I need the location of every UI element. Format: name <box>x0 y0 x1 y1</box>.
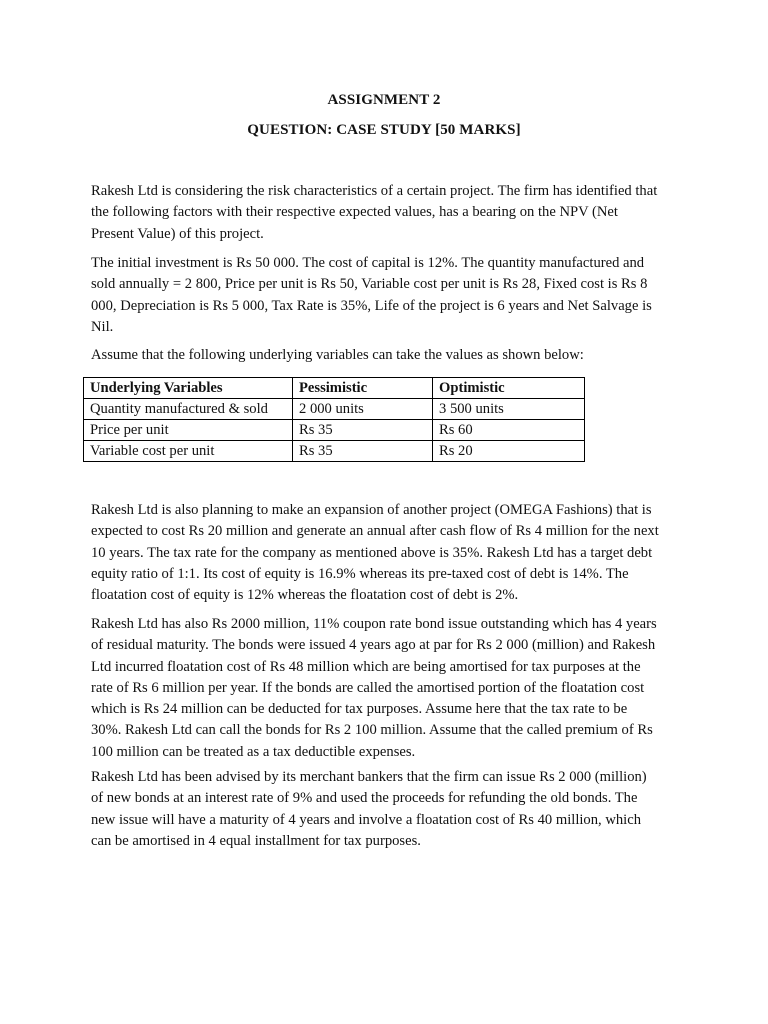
paragraph-bond-issue <box>91 614 683 763</box>
table-row <box>84 399 585 420</box>
table-header-cell: Pessimistic <box>293 378 433 399</box>
table-header-cell: Optimistic <box>433 378 585 399</box>
table-row <box>84 441 585 462</box>
table-cell: 3 500 units <box>433 399 585 420</box>
text-line: floatation cost of equity is 12% whereas the floatation cost of debt is 2%. <box>91 587 519 604</box>
text-line: new issue will have a maturity of 4 years and involve a floatation cost of Rs 40 million, which <box>91 811 641 828</box>
table-cell: Rs 20 <box>433 441 585 462</box>
text-line: the following factors with their respective expected values, has a bearing on the NPV (Net <box>91 204 618 221</box>
text-line: sold annually = 2 800, Price per unit is Rs 50, Variable cost per unit is Rs 28, Fixed cost is Rs 8 <box>91 276 648 293</box>
text-line: expected to cost Rs 20 million and generate an annual after cash flow of Rs 4 million for the next <box>91 523 659 540</box>
text-line: Nil. <box>91 318 114 335</box>
text-line: Rakesh Ltd has also Rs 2000 million, 11% coupon rate bond issue outstanding which has 4 years <box>91 616 657 632</box>
text-line: Rakesh Ltd is also planning to make an expansion of another project (OMEGA Fashions) that is <box>91 502 652 518</box>
text-line: The initial investment is Rs 50 000. The cost of capital is 12%. The quantity manufactured and <box>91 255 645 271</box>
text-line: Present Value) of this project. <box>91 225 264 242</box>
text-line: 000, Depreciation is Rs 5 000, Tax Rate is 35%, Life of the project is 6 years and Net Salvage is <box>91 297 652 314</box>
paragraph-initial-investment <box>91 253 683 338</box>
table-cell: Price per unit <box>84 420 293 441</box>
assignment-title: ASSIGNMENT 2 <box>327 92 441 108</box>
table-cell: Rs 60 <box>433 420 585 441</box>
table-row <box>84 420 585 441</box>
text-line: Rakesh Ltd has been advised by its merchant bankers that the firm can issue Rs 2 000 (million) <box>91 769 647 785</box>
paragraph-assume <box>91 345 683 366</box>
question-title: QUESTION: CASE STUDY [50 MARKS] <box>247 122 521 138</box>
text-line: 30%. Rakesh Ltd can call the bonds for Rs 2 100 million. Assume that the called premium of Rs <box>91 722 653 739</box>
text-line: of residual maturity. The bonds were issued 4 years ago at par for Rs 2 000 (million) and Rakesh <box>91 637 656 654</box>
text-line: which is Rs 24 million can be deducted for tax purposes. Assume here that the tax rate to be <box>91 701 628 718</box>
text-line: Rakesh Ltd is considering the risk characteristics of a certain project. The firm has identified that <box>91 183 658 199</box>
table-header-cell: Underlying Variables <box>84 378 293 399</box>
table-cell: Rs 35 <box>293 441 433 462</box>
table-header-row <box>84 378 585 399</box>
text-line: of new bonds at an interest rate of 9% and used the proceeds for refunding the old bonds. The <box>91 790 638 807</box>
text-line: Ltd incurred floatation cost of Rs 48 million which are being amortised for tax purposes at the <box>91 658 641 675</box>
paragraph-refunding <box>91 767 683 852</box>
text-line: 10 years. The tax rate for the company as mentioned above is 35%. Rakesh Ltd has a target debt <box>91 544 653 561</box>
text-line: 100 million can be treated as a tax deductible expenses. <box>91 743 416 760</box>
table-cell: 2 000 units <box>293 399 433 420</box>
paragraph-omega-expansion <box>91 500 683 606</box>
paragraph-intro <box>91 181 683 245</box>
table-cell: Variable cost per unit <box>84 441 293 462</box>
text-line: rate of Rs 6 million per year. If the bonds are called the amortised portion of the floatation cost <box>91 679 645 696</box>
text-line: can be amortised in 4 equal installment for tax purposes. <box>91 832 421 849</box>
text-line: equity ratio of 1:1. Its cost of equity is 16.9% whereas its pre-taxed cost of debt is 14%. The <box>91 565 629 582</box>
text-line: Assume that the following underlying variables can take the values as shown below: <box>91 347 584 363</box>
variables-table <box>83 377 585 462</box>
table-cell: Quantity manufactured & sold <box>84 399 293 420</box>
table-cell: Rs 35 <box>293 420 433 441</box>
